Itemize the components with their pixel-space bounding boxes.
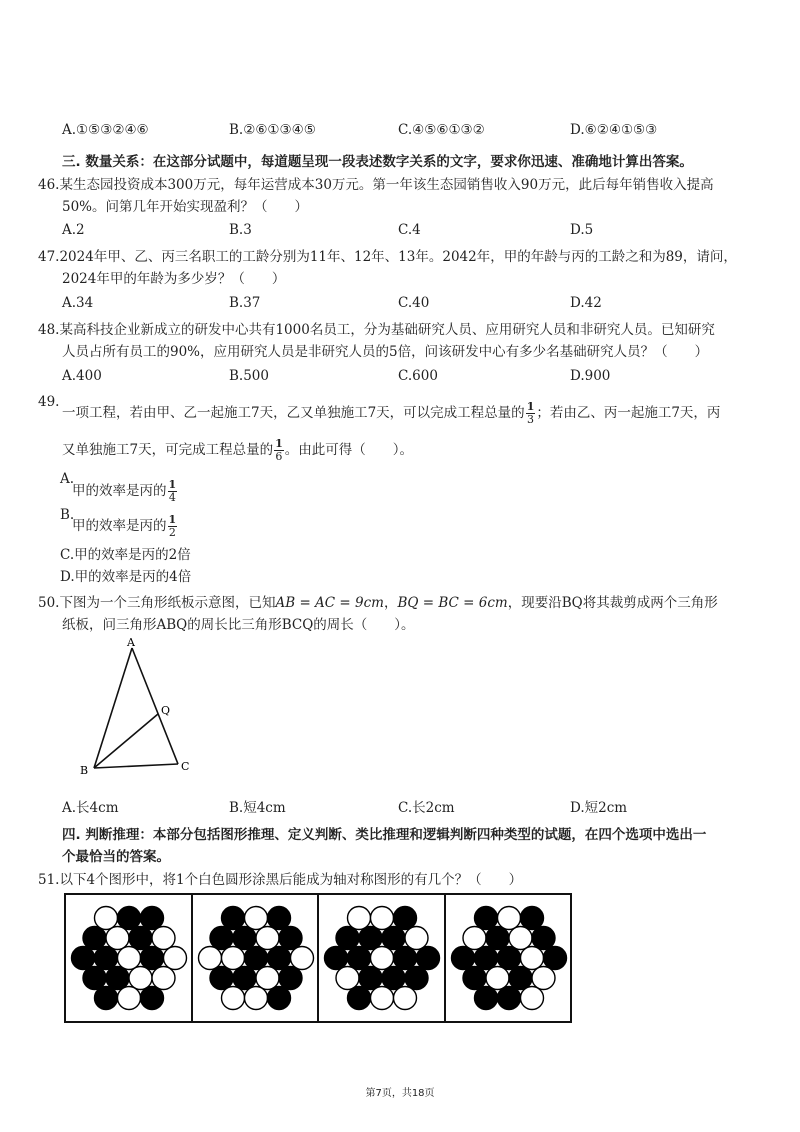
frac-den: 6 (275, 450, 283, 463)
q49-option-c: C.甲的效率是丙的2倍 (60, 547, 191, 563)
side-ab (94, 648, 132, 768)
black-circle (210, 967, 233, 990)
black-circle (118, 907, 141, 930)
white-circle (118, 987, 141, 1010)
section3-heading: 三. 数量关系：在这部分试题中，每道题呈现一段表述数字关系的文字，要求你迅速、准确地计算出答案。 (62, 154, 693, 170)
black-circle (95, 987, 118, 1010)
black-circle (348, 987, 371, 1010)
q49-frac-1-6 (274, 438, 284, 463)
q46-option-c: C.4 (398, 222, 421, 238)
frac-num: 1 (168, 513, 177, 526)
white-circle (371, 907, 394, 930)
frac-den: 4 (168, 491, 176, 504)
black-circle (474, 907, 497, 930)
q49-number: 49. (38, 394, 60, 410)
side-ac (132, 648, 178, 764)
q50-separator: ， (383, 595, 398, 611)
white-circle (221, 947, 244, 970)
q50-option-a: A.长4cm (62, 800, 119, 816)
white-circle (152, 967, 175, 990)
white-circle (256, 927, 279, 950)
black-circle (141, 947, 164, 970)
q49-line2-part2: 。由此可得（ ）。 (284, 442, 413, 458)
black-circle (474, 947, 497, 970)
black-circle (210, 927, 233, 950)
section4-heading-line1: 四. 判断推理：本部分包括图形推理、定义判断、类比推理和逻辑判断四种类型的试题，在四个选项中选出一 (62, 827, 707, 843)
frac-num: 1 (526, 400, 535, 413)
black-circle (325, 947, 348, 970)
black-circle (83, 927, 106, 950)
black-circle (279, 927, 302, 950)
q48-option-d: D.900 (570, 368, 611, 384)
white-circle (164, 947, 187, 970)
q47-option-c: C.40 (398, 295, 430, 311)
black-circle (474, 987, 497, 1010)
white-circle (256, 967, 279, 990)
black-circle (279, 967, 302, 990)
black-circle (543, 947, 566, 970)
label-c: C (181, 760, 190, 773)
q49-line1-part1: 一项工程，若由甲、乙一起施工7天，乙又单独施工7天，可以完成工程总量的 (62, 405, 525, 421)
q47-option-b: B.37 (229, 295, 261, 311)
black-circle (233, 927, 256, 950)
white-circle (244, 907, 267, 930)
black-circle (348, 947, 371, 970)
q50-option-d: D.短2cm (570, 800, 628, 816)
black-circle (141, 987, 164, 1010)
black-circle (83, 967, 106, 990)
q46-option-a: A.2 (62, 222, 85, 238)
black-circle (129, 927, 152, 950)
white-circle (463, 927, 486, 950)
white-circle (532, 967, 555, 990)
black-circle (359, 927, 382, 950)
q49-option-d: D.甲的效率是丙的4倍 (60, 569, 192, 585)
q47-stem (38, 246, 737, 290)
figure-1 (66, 895, 193, 1021)
q49-frac-1-3 (526, 401, 536, 426)
prev-option-d: D.⑥②④①⑤③ (570, 122, 658, 138)
black-circle (405, 967, 428, 990)
q46-line2: 50%。问第几年开始实现盈利？（ ） (62, 199, 309, 215)
page-footer: 第7页，共18页 (365, 1088, 435, 1099)
q47-line2: 2024年甲的年龄为多少岁？（ ） (62, 271, 286, 287)
q50-math-ab-ac: AB = AC = 9cm (275, 595, 384, 611)
q49-option-a-text: 甲的效率是丙的 (72, 483, 167, 499)
white-circle (152, 927, 175, 950)
black-circle (394, 907, 417, 930)
prev-option-a: A.①⑤③②④⑥ (62, 122, 149, 138)
black-circle (532, 927, 555, 950)
frac-den: 2 (168, 526, 176, 539)
q47-option-d: D.42 (570, 295, 602, 311)
prev-option-c: C.④⑤⑥①③② (398, 122, 485, 138)
black-circle (267, 907, 290, 930)
white-circle (118, 947, 141, 970)
black-circle (336, 927, 359, 950)
q48-line1: 48.某高科技企业新成立的研发中心共有1000名员工，分为基础研究人员、应用研究人员和非研究人员。已知研究 (38, 322, 715, 338)
label-q: Q (161, 704, 171, 717)
black-circle (267, 987, 290, 1010)
q50-line1-part2: ，现要沿BQ将其裁剪成两个三角形 (507, 595, 718, 611)
white-circle (290, 947, 313, 970)
q49-option-b-text: 甲的效率是丙的 (72, 518, 167, 534)
q49-option-a-frac (168, 479, 178, 504)
q50-math-bq-bc: BQ = BC = 6cm (397, 595, 508, 611)
label-b: B (80, 764, 89, 777)
segment-bq (94, 714, 158, 768)
q50-option-b: B.短4cm (229, 800, 286, 816)
q46-option-b: B.3 (229, 222, 252, 238)
black-circle (463, 967, 486, 990)
black-circle (106, 967, 129, 990)
white-circle (520, 987, 543, 1010)
black-circle (486, 927, 509, 950)
white-circle (497, 907, 520, 930)
label-a: A (127, 636, 135, 649)
white-circle (520, 947, 543, 970)
q49-option-b-frac (168, 514, 178, 539)
q50-option-c: C.长2cm (398, 800, 455, 816)
black-circle (233, 967, 256, 990)
q48-stem (38, 319, 715, 363)
black-circle (509, 967, 532, 990)
white-circle (371, 947, 394, 970)
q49-line1-part2: ；若由乙、丙一起施工7天，丙 (536, 405, 721, 421)
q50-line1-part1: 50.下图为一个三角形纸板示意图，已知 (38, 595, 276, 611)
black-circle (417, 947, 440, 970)
q46-option-d: D.5 (570, 222, 594, 238)
triangle-diagram (70, 634, 210, 780)
white-circle (405, 927, 428, 950)
black-circle (497, 947, 520, 970)
white-circle (348, 907, 371, 930)
white-circle (336, 967, 359, 990)
q51-stem: 51.以下4个图形中，将1个白色圆形涂黑后能成为轴对称图形的有几个？（ ） (38, 872, 523, 888)
black-circle (451, 947, 474, 970)
white-circle (371, 987, 394, 1010)
frac-num: 1 (168, 478, 177, 491)
q49-line2 (62, 435, 413, 465)
frac-den: 3 (527, 413, 535, 426)
q49-line1 (62, 398, 720, 428)
white-circle (509, 927, 532, 950)
white-circle (244, 987, 267, 1010)
q48-line2: 人员占所有员工的90%，应用研究人员是非研究人员的5倍，问该研发中心有多少名基础研究人员？（ ） (62, 344, 709, 360)
white-circle (486, 967, 509, 990)
black-circle (72, 947, 95, 970)
figure-2 (193, 895, 320, 1021)
frac-num: 1 (275, 437, 283, 450)
black-circle (95, 947, 118, 970)
black-circle (382, 967, 405, 990)
black-circle (141, 907, 164, 930)
q51-figure-strip (64, 893, 572, 1023)
q49-option-b-label: B. (60, 507, 75, 523)
black-circle (221, 907, 244, 930)
side-bc (94, 764, 178, 768)
q50-line1 (38, 591, 718, 611)
white-circle (95, 907, 118, 930)
q49-line2-part1: 又单独施工7天，可完成工程总量的 (62, 442, 274, 458)
q48-option-c: C.600 (398, 368, 438, 384)
black-circle (267, 947, 290, 970)
black-circle (382, 927, 405, 950)
q47-option-a: A.34 (62, 295, 94, 311)
white-circle (198, 947, 221, 970)
black-circle (394, 947, 417, 970)
white-circle (394, 987, 417, 1010)
prev-option-b: B.②⑥①③④⑤ (229, 122, 316, 138)
q47-line1: 47.2024年甲、乙、丙三名职工的工龄分别为11年、12年、13年。2042年，甲的年龄与丙的工龄之和为89，请问， (38, 249, 737, 265)
q49-option-a-label: A. (60, 471, 75, 487)
white-circle (221, 987, 244, 1010)
white-circle (106, 927, 129, 950)
section4-heading-line2: 个最恰当的答案。 (62, 849, 170, 865)
q48-option-a: A.400 (62, 368, 102, 384)
figure-4 (446, 895, 571, 1021)
black-circle (497, 987, 520, 1010)
black-circle (244, 947, 267, 970)
q46-line1: 46.某生态园投资成本300万元，每年运营成本30万元。第一年该生态园销售收入90万元，此后每年销售收入提高 (38, 177, 714, 193)
q46-stem (38, 174, 714, 218)
black-circle (359, 967, 382, 990)
white-circle (129, 967, 152, 990)
figure-3 (319, 895, 446, 1021)
black-circle (520, 907, 543, 930)
q48-option-b: B.500 (229, 368, 269, 384)
q49-option-a (72, 476, 178, 506)
q50-line2: 纸板，问三角形ABQ的周长比三角形BCQ的周长（ ）。 (62, 617, 415, 633)
q49-option-b (72, 511, 178, 541)
